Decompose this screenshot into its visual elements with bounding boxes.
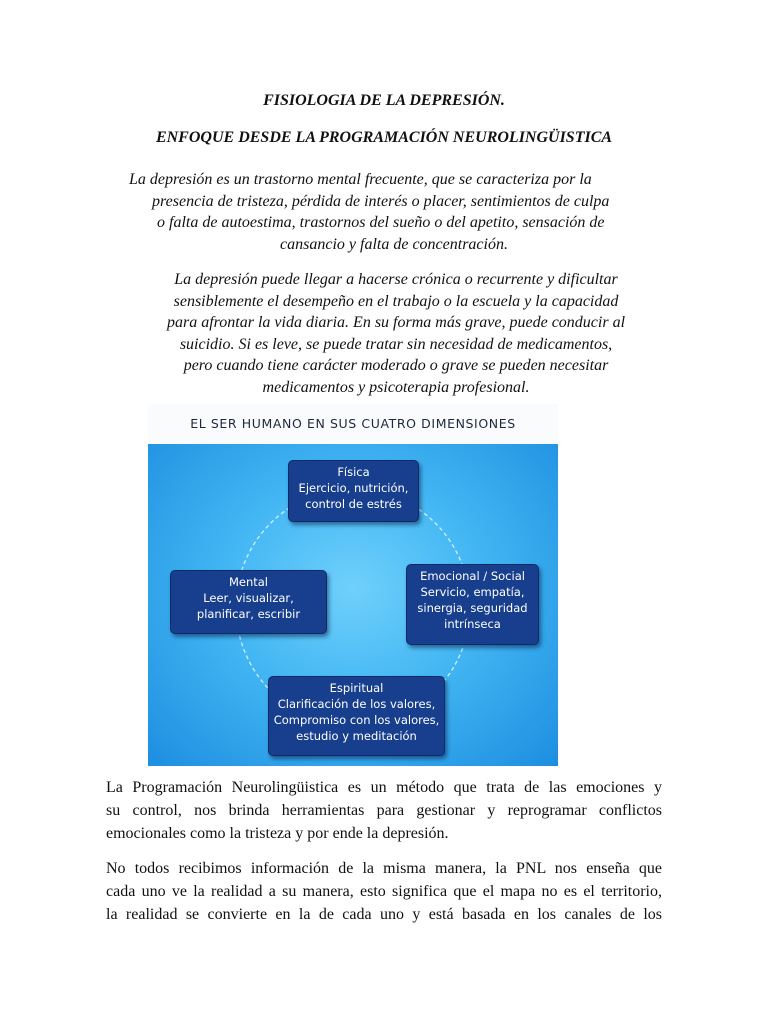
dimension-fisica-box — [288, 460, 419, 522]
dimension-detail: sinergia, seguridad — [417, 601, 528, 615]
dimension-detail: planificar, escribir — [196, 607, 301, 621]
dimension-detail: estudio y meditación — [296, 729, 417, 743]
chronic-depression-paragraph — [0, 269, 768, 398]
paragraph-line: sensiblemente el desempeño en el trabajo o la escuela y la capacidad — [173, 292, 619, 310]
paragraph-line: presencia de tristeza, pérdida de interés o placer, sentimientos de culpa — [152, 192, 610, 210]
paragraph-line: suicidio. Si es leve, se puede tratar sin necesidad de medicamentos, — [179, 335, 613, 353]
diagram-body — [148, 444, 558, 766]
paragraph-line: emocionales como la tristeza y por ende la depresión. — [106, 825, 449, 842]
dimension-title: Física — [337, 465, 370, 479]
diagram-header-text: EL SER HUMANO EN SUS CUATRO DIMENSIONES — [190, 416, 516, 431]
dimension-title: Espiritual — [329, 681, 384, 695]
paragraph-line: la realidad se convierte en la de cada uno y está basada en los canales de los — [106, 906, 662, 923]
paragraph-line: cada uno ve la realidad a su manera, esto significa que el mapa no es el territorio, — [106, 883, 662, 900]
dimension-detail: Ejercicio, nutrición, — [298, 481, 409, 495]
dimension-detail: Leer, visualizar, — [203, 591, 294, 605]
diagram-header — [148, 404, 558, 444]
dimension-detail: control de estrés — [305, 497, 402, 511]
paragraph-line: No todos recibimos información de la misma manera, la PNL nos enseña que — [106, 860, 662, 877]
dimension-mental-box — [170, 570, 327, 634]
dimension-detail: Servicio, empatía, — [420, 585, 525, 599]
paragraph-line: La depresión puede llegar a hacerse crónica o recurrente y dificultar — [174, 271, 618, 288]
paragraph-line: La depresión es un trastorno mental frecuente, que se caracteriza por la — [129, 171, 592, 188]
paragraph-line: La Programación Neurolingüistica es un método que trata de las emociones y — [106, 779, 662, 796]
dimension-detail: Clarificación de los valores, — [277, 697, 436, 711]
document-title: FISIOLOGIA DE LA DEPRESIÓN. — [263, 92, 505, 109]
pnl-paragraph — [106, 776, 662, 845]
paragraph-line: o falta de autoestima, trastornos del sueño o del apetito, sensación de — [157, 214, 605, 231]
dimension-title: Mental — [228, 575, 269, 589]
four-dimensions-diagram — [148, 404, 558, 766]
paragraph-line: su control, nos brinda herramientas para gestionar y reprogramar conflictos — [106, 802, 662, 819]
dimension-espiritual-box — [268, 676, 445, 756]
dimension-detail: intrínseca — [444, 617, 501, 631]
map-territory-paragraph — [106, 857, 662, 926]
paragraph-line: pero cuando tiene carácter moderado o grave se pueden necesitar — [183, 357, 609, 374]
document-subtitle: ENFOQUE DESDE LA PROGRAMACIÓN NEUROLINGÜISTICA — [155, 129, 613, 146]
paragraph-line: medicamentos y psicoterapia profesional. — [262, 378, 530, 396]
dimension-emocional-box — [406, 564, 539, 645]
paragraph-line: cansancio y falta de concentración. — [280, 235, 508, 253]
dimension-title: Emocional / Social — [420, 569, 525, 583]
intro-paragraph — [0, 169, 768, 255]
paragraph-line: para afrontar la vida diaria. En su forma más grave, puede conducir al — [166, 314, 626, 331]
dimension-detail: Compromiso con los valores, — [273, 713, 440, 727]
